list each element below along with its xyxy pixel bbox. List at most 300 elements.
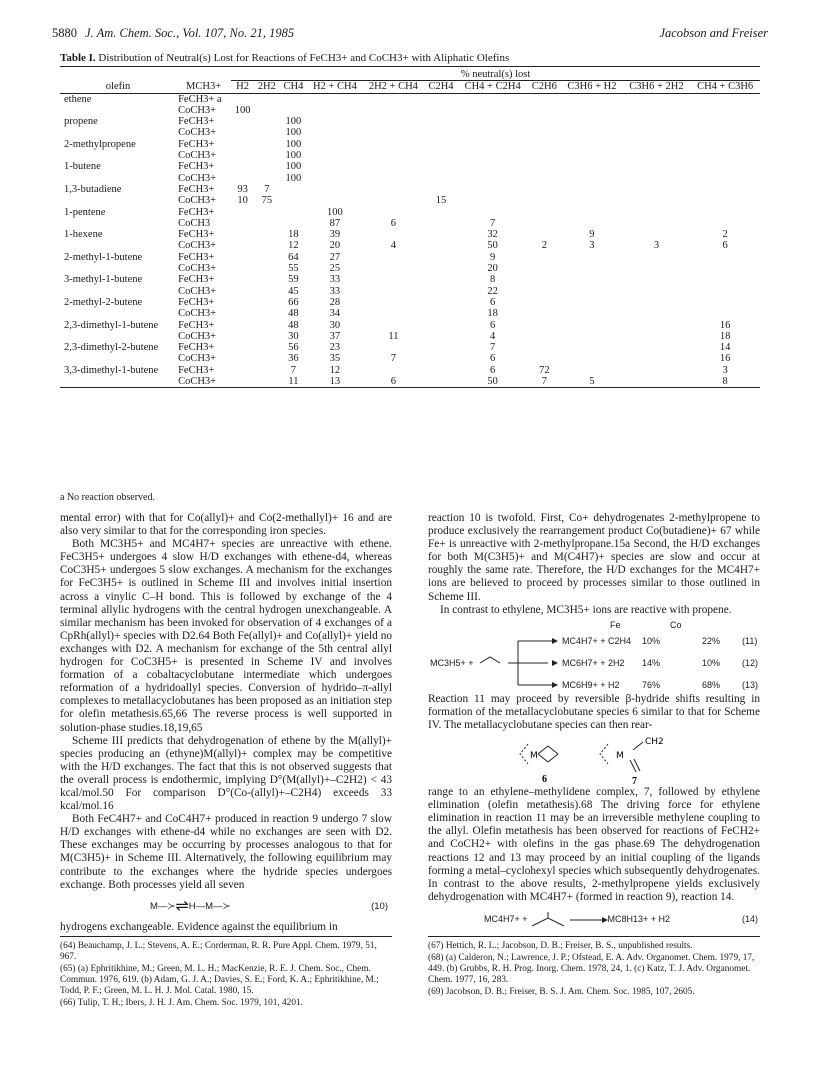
value-cell	[527, 263, 561, 274]
value-cell	[280, 105, 308, 116]
value-cell: 9	[490, 251, 496, 263]
table-row	[60, 353, 760, 364]
value-cell: 6	[722, 240, 728, 252]
value-cell: 27	[329, 251, 341, 263]
eq10-arrow: ⇌	[175, 897, 189, 915]
value-cell	[623, 376, 691, 388]
value-cell	[458, 116, 528, 127]
data-table	[60, 66, 760, 388]
value-cell: 100	[285, 138, 302, 150]
value-cell: 8	[490, 274, 496, 286]
value-cell	[231, 207, 254, 218]
value-cell	[623, 139, 691, 150]
value-cell	[231, 297, 254, 308]
olefin-cell: propene	[64, 116, 98, 128]
paragraph: Scheme III predicts that dehydrogenation of ethene by the M(allyl)+ species producing an (ethyne)M(allyl)+ complex may be competitive with the H/D exchanges. The fact that this is not observed suggests that the overall process is endothermic, implying D°(M(allyl)+–C2H2) < 43 kcal/mol.50 For comparison D°(Co-(allyl)+–C2H4) exceeds 33 kcal/mol.16	[60, 734, 392, 813]
value-cell	[424, 353, 458, 364]
value-cell: 100	[285, 150, 302, 162]
value-cell	[527, 195, 561, 206]
value-cell	[231, 353, 254, 364]
ion-cell: CoCH3+	[178, 330, 217, 342]
value-cell	[231, 218, 254, 229]
value-cell	[561, 320, 623, 331]
paragraph: Both FeC4H7+ and CoC4H7+ produced in reaction 9 undergo 7 slow H/D exchanges with ethene-d4 while no exchanges are seen with D2. These exchanges may be occurring by processes analogous to that for M(C3H5)+ in Scheme III. Alternatively, the following equilibrium may contribute to the exchanges where the hydride species undergoes exchange. Both processes yield all seven	[60, 813, 392, 891]
ion-cell: CoCH3+	[178, 195, 217, 207]
olefin-cell	[60, 286, 176, 297]
column-header: C3H6 + H2	[567, 81, 617, 93]
value-cell	[254, 297, 280, 308]
value-cell	[231, 116, 254, 127]
value-cell: 7	[264, 183, 270, 195]
propene-arrow-diagram	[478, 637, 558, 689]
value-cell	[363, 207, 425, 218]
value-cell	[527, 252, 561, 263]
fe-header: Fe	[610, 619, 621, 630]
value-cell	[254, 263, 280, 274]
value-cell	[561, 127, 623, 138]
value-cell	[363, 116, 425, 127]
value-cell	[690, 150, 760, 161]
value-cell	[623, 93, 691, 105]
value-cell	[527, 320, 561, 331]
value-cell	[424, 93, 458, 105]
value-cell	[623, 207, 691, 218]
value-cell	[307, 127, 362, 138]
table-row	[60, 286, 760, 297]
value-cell	[527, 184, 561, 195]
group-header: % neutral(s) lost	[231, 67, 760, 81]
value-cell	[231, 331, 254, 342]
value-cell	[424, 150, 458, 161]
olefin-cell: 1-hexene	[64, 229, 103, 241]
value-cell: 56	[288, 342, 299, 354]
value-cell: 20	[487, 263, 498, 275]
value-cell	[561, 116, 623, 127]
value-cell: 18	[719, 330, 731, 342]
value-cell	[254, 353, 280, 364]
value-cell: 100	[285, 172, 302, 184]
value-cell	[424, 252, 458, 263]
ion-cell: FeCH3+	[178, 319, 215, 331]
value-cell	[424, 161, 458, 172]
value-cell	[458, 150, 528, 161]
value-cell	[231, 173, 254, 184]
value-cell	[690, 252, 760, 263]
table-row	[60, 308, 760, 319]
value-cell: 7	[390, 353, 397, 365]
value-cell	[307, 173, 362, 184]
value-cell	[307, 150, 362, 161]
ion-cell: CoCH3+	[178, 240, 217, 252]
value-cell	[424, 184, 458, 195]
value-cell	[231, 320, 254, 331]
olefin-cell: 2-methylpropene	[64, 138, 136, 150]
value-cell	[527, 93, 561, 105]
table-row	[60, 195, 760, 206]
structure-6-label: 6	[542, 774, 547, 786]
value-cell	[280, 218, 308, 229]
value-cell	[527, 286, 561, 297]
value-cell	[690, 297, 760, 308]
running-header	[52, 26, 768, 42]
eq10-rhs: H—M—≻	[188, 900, 231, 912]
value-cell	[363, 195, 425, 206]
olefin-cell	[60, 195, 176, 206]
value-cell	[424, 320, 458, 331]
value-cell	[363, 173, 425, 184]
value-cell	[623, 150, 691, 161]
olefin-cell	[60, 331, 176, 342]
value-cell: 7	[490, 342, 496, 354]
table-title: Distribution of Neutral(s) Lost for Reactions of FeCH3+ and CoCH3+ with Aliphatic Olefins	[98, 52, 510, 64]
methylpropene-glyph	[528, 912, 568, 928]
value-cell	[458, 127, 528, 138]
value-cell: 48	[288, 319, 299, 331]
olefin-cell	[60, 240, 176, 251]
column-header: C3H6 + 2H2	[629, 81, 684, 93]
value-cell	[424, 116, 458, 127]
value-cell: 100	[327, 206, 343, 218]
value-cell	[623, 161, 691, 172]
value-cell: 16	[719, 319, 731, 331]
value-cell: 6	[490, 364, 496, 376]
column-header: olefin	[105, 81, 131, 93]
value-cell	[690, 308, 760, 319]
reaction-arrow	[568, 915, 608, 925]
value-cell	[424, 274, 458, 285]
value-cell	[254, 173, 280, 184]
eq10-lhs: M—≻	[150, 900, 176, 912]
value-cell	[363, 93, 425, 105]
value-cell	[527, 139, 561, 150]
value-cell	[424, 376, 458, 388]
value-cell: 75	[261, 195, 273, 207]
ion-cell: CoCH3+	[178, 172, 217, 184]
value-cell	[561, 207, 623, 218]
column-header: CH4 + C3H6	[697, 81, 754, 93]
ion-cell: FeCH3+	[178, 116, 215, 128]
scheme-11-13	[428, 619, 760, 689]
value-cell: 2	[541, 240, 547, 252]
table-row	[60, 297, 760, 308]
table-row	[60, 139, 760, 150]
value-cell: 3	[589, 240, 595, 252]
value-cell	[231, 229, 254, 240]
value-cell	[527, 207, 561, 218]
value-cell	[690, 195, 760, 206]
table-row	[60, 116, 760, 127]
value-cell: 59	[288, 274, 299, 286]
value-cell: 6	[490, 296, 496, 308]
ion-cell: CoCH3+	[178, 285, 217, 297]
value-cell	[231, 252, 254, 263]
value-cell	[424, 331, 458, 342]
column-header: CH4	[283, 81, 304, 93]
value-cell	[458, 195, 528, 206]
value-cell	[231, 376, 254, 388]
column-header: H2	[236, 81, 249, 93]
value-cell	[254, 376, 280, 388]
value-cell	[231, 263, 254, 274]
value-cell: 11	[388, 330, 399, 342]
value-cell	[363, 263, 425, 274]
olefin-cell	[60, 105, 176, 116]
value-cell	[254, 229, 280, 240]
value-cell	[623, 297, 691, 308]
ion-cell: CoCH3+	[178, 353, 217, 365]
olefin-cell: 3,3-dimethyl-1-butene	[64, 364, 159, 376]
value-cell	[363, 342, 425, 353]
value-cell: 3	[653, 240, 660, 252]
equation-14	[428, 912, 760, 928]
value-cell	[307, 105, 362, 116]
value-cell: 5	[589, 376, 595, 388]
value-cell: 12	[288, 240, 299, 252]
value-cell: 7	[490, 217, 496, 229]
ion-cell: FeCH3+	[178, 274, 215, 286]
references-right	[428, 936, 760, 999]
value-cell: 18	[487, 308, 498, 320]
olefin-cell	[60, 127, 176, 138]
table-label: Table I.	[60, 52, 96, 64]
ion-cell: CoCH3+	[178, 104, 217, 116]
value-cell	[254, 127, 280, 138]
olefin-cell	[60, 173, 176, 184]
table-row	[60, 342, 760, 353]
value-cell	[561, 263, 623, 274]
value-cell	[527, 229, 561, 240]
value-cell	[527, 331, 561, 342]
metallacycle-structures	[508, 732, 698, 786]
value-cell: 36	[288, 353, 299, 365]
column-header: 2H2 + CH4	[368, 81, 418, 93]
value-cell	[254, 274, 280, 285]
value-cell	[254, 93, 280, 105]
value-cell	[690, 93, 760, 105]
value-cell: 30	[329, 319, 341, 331]
olefin-cell: 1,3-butadiene	[64, 183, 122, 195]
paragraph: Both MC3H5+ and MC4H7+ species are unreactive with ethene. FeC3H5+ undergoes 4 slow H/D exchanges with ethene-d4, whereas CoC3H5+ undergoes 5 slow exchanges. A mechanism for the exchanges for FeC3H5+ is outlined in Scheme III and involves initial insertion across a vinylic C–H bond. This is followed by exchange of the 4 terminal allylic hydrogens with the central hydrogen unexchangeable. A similar mechanism has been invoked for observation of 4 exchanges of a CpRh(allyl)+ species with D2.64 Both Fe(allyl)+ and Co(allyl)+ yield no exchanges with D2. A mechanism for exchange of the 5th central allyl hydrogen for CoC3H5+ is presented in Scheme IV and involves formation of a cobaltacyclobutane intermediate which undergoes reformation of a hydridoallyl species. Conversion of hydrido–π-allyl complexes to metallacyclobutanes has been proposed as an initiation step for olefin metathesis.65,66 The reverse process is well supported in solution-phase studies.18,19,65	[60, 538, 392, 734]
olefin-cell: 2-methyl-1-butene	[64, 251, 143, 263]
paragraph: Reaction 11 may proceed by reversible β-hydride shifts resulting in formation of the metallacyclobutane species 6 similar to that for Scheme IV. The metallacyclobutane species can then rear-	[428, 692, 760, 731]
value-cell: 37	[329, 330, 341, 342]
column-header: C2H6	[531, 81, 557, 93]
ion-cell: CoCH3+	[178, 127, 217, 139]
value-cell	[363, 139, 425, 150]
value-cell: 4	[390, 240, 397, 252]
value-cell	[527, 173, 561, 184]
value-cell	[690, 207, 760, 218]
value-cell	[254, 365, 280, 376]
ion-cell: FeCH3+	[178, 364, 215, 376]
value-cell	[561, 331, 623, 342]
value-cell	[690, 263, 760, 274]
value-cell: 16	[719, 353, 731, 365]
value-cell	[363, 229, 425, 240]
value-cell	[254, 218, 280, 229]
value-cell: 18	[288, 229, 299, 241]
ion-cell: FeCH3+ a	[178, 93, 222, 105]
value-cell	[254, 105, 280, 116]
table-footnote: a No reaction observed.	[60, 492, 155, 503]
journal-citation: J. Am. Chem. Soc., Vol. 107, No. 21, 1985	[85, 26, 295, 40]
ch2-label: CH2	[645, 737, 664, 748]
value-cell	[363, 274, 425, 285]
value-cell	[363, 127, 425, 138]
paragraph: reaction 10 is twofold. First, Co+ dehydrogenates 2-methylpropene to produce exclusively the rearrangement product Co(butadiene)+ 67 while Fe+ is unreactive with 2-methylpropane.15a Second, the H/D exchanges for both M(C3H5)+ and M(C4H7)+ species are slow and occur at roughly the same rate. Therefore, the H/D exchanges for the MC4H7+ ions are believed to proceed by processes similar to those outlined in Scheme III.	[428, 512, 760, 603]
value-cell	[254, 139, 280, 150]
eq14-number: (14)	[741, 914, 758, 925]
right-column	[428, 512, 760, 936]
value-cell: 45	[288, 285, 299, 297]
value-cell	[363, 105, 425, 116]
value-cell	[623, 252, 691, 263]
value-cell	[424, 127, 458, 138]
value-cell: 100	[234, 104, 251, 116]
olefin-cell: 1-pentene	[64, 206, 106, 218]
co-header: Co	[670, 619, 682, 630]
value-cell	[527, 308, 561, 319]
ion-cell: FeCH3+	[178, 206, 215, 218]
value-cell	[527, 274, 561, 285]
value-cell: 8	[722, 376, 728, 388]
value-cell	[231, 240, 254, 251]
value-cell: 28	[329, 296, 341, 308]
value-cell	[561, 252, 623, 263]
value-cell	[363, 161, 425, 172]
table-row	[60, 105, 760, 116]
value-cell: 6	[490, 319, 496, 331]
olefin-cell: 2,3-dimethyl-2-butene	[64, 342, 159, 354]
value-cell: 32	[487, 229, 498, 241]
value-cell	[561, 286, 623, 297]
value-cell	[561, 161, 623, 172]
value-cell	[561, 173, 623, 184]
value-cell: 100	[285, 127, 302, 139]
olefin-cell	[60, 353, 176, 364]
value-cell: 48	[288, 308, 299, 320]
left-column	[60, 512, 392, 934]
value-cell: 14	[719, 342, 731, 354]
value-cell	[527, 105, 561, 116]
value-cell	[424, 229, 458, 240]
table-row	[60, 150, 760, 161]
paragraph: hydrogens exchangeable. Evidence against the equilibrium in	[60, 920, 338, 933]
value-cell: 33	[329, 285, 341, 297]
value-cell	[254, 320, 280, 331]
eq10-number: (10)	[371, 900, 388, 912]
value-cell	[231, 127, 254, 138]
value-cell	[307, 161, 362, 172]
value-cell	[363, 286, 425, 297]
table-caption	[60, 52, 760, 64]
scheme-row: MC6H9+ + H2 76% 68% (13)	[562, 679, 759, 690]
value-cell	[254, 207, 280, 218]
value-cell: 30	[288, 330, 299, 342]
value-cell: 33	[329, 274, 341, 286]
value-cell: 93	[237, 183, 248, 195]
value-cell	[458, 184, 528, 195]
value-cell	[623, 116, 691, 127]
value-cell	[231, 342, 254, 353]
value-cell: 87	[329, 217, 341, 229]
value-cell	[623, 184, 691, 195]
value-cell	[623, 342, 691, 353]
ion-cell: FeCH3+	[178, 183, 215, 195]
value-cell	[254, 161, 280, 172]
value-cell	[690, 184, 760, 195]
value-cell	[458, 105, 528, 116]
table-row	[60, 320, 760, 331]
value-cell	[363, 308, 425, 319]
value-cell	[458, 93, 528, 105]
value-cell	[561, 184, 623, 195]
value-cell	[424, 240, 458, 251]
value-cell: 72	[539, 364, 550, 376]
value-cell	[527, 116, 561, 127]
value-cell	[363, 297, 425, 308]
value-cell	[561, 150, 623, 161]
table-row	[60, 274, 760, 285]
reference: (69) Jacobson, D. B.; Freiser, B. S. J. Am. Chem. Soc. 1985, 107, 2605.	[428, 987, 695, 997]
value-cell	[458, 173, 528, 184]
value-cell: 6	[390, 376, 397, 388]
value-cell	[280, 184, 308, 195]
table-row	[60, 184, 760, 195]
value-cell	[561, 218, 623, 229]
value-cell	[623, 274, 691, 285]
table-row	[60, 365, 760, 376]
value-cell	[307, 116, 362, 127]
ion-cell: FeCH3+	[178, 138, 215, 150]
value-cell	[363, 365, 425, 376]
column-header: 2H2	[257, 81, 276, 93]
references-left	[60, 936, 392, 1010]
ion-cell: CoCH3+	[178, 376, 217, 388]
value-cell	[424, 139, 458, 150]
value-cell	[231, 93, 254, 105]
ion-cell: FeCH3+	[178, 229, 215, 241]
value-cell	[690, 274, 760, 285]
olefin-cell: 2,3-dimethyl-1-butene	[64, 319, 159, 331]
value-cell	[424, 365, 458, 376]
value-cell	[424, 263, 458, 274]
value-cell	[561, 297, 623, 308]
reference: (65) (a) Ephritikhine, M.; Green, M. L. H.; MacKenzie, R. E. J. Chem. Soc., Chem. Commun. 1976, 619. (b) Adam, G. J. A.; Davies, S. E.; Ford, K. A.; Ephritikhine, M.; Todd, P. F.; Green, M. L. H. J. Mol. Catal. 1980, 15.	[60, 964, 379, 996]
value-cell	[623, 229, 691, 240]
value-cell	[458, 139, 528, 150]
value-cell	[623, 218, 691, 229]
ion-cell: FeCH3+	[178, 342, 215, 354]
scheme-reactant: MC3H5+ +	[430, 657, 474, 668]
reference: (68) (a) Calderon, N.; Lawrence, J. P.; Ofstead, E. A. Adv. Organomet. Chem. 1979, 17, 449. (b) Grubbs, R. H. Prog. Inorg. Chem. 1978, 24, 1. (c) Katz, T. J. Adv. Organomet. Chem. 1977, 16, 283.	[428, 953, 755, 985]
value-cell	[561, 353, 623, 364]
value-cell	[561, 308, 623, 319]
value-cell	[254, 331, 280, 342]
ion-cell: CoCH3+	[178, 308, 217, 320]
value-cell: 4	[490, 330, 496, 342]
value-cell: 66	[288, 296, 299, 308]
svg-text:M: M	[616, 751, 624, 762]
value-cell: 64	[288, 251, 299, 263]
value-cell	[623, 286, 691, 297]
value-cell	[690, 286, 760, 297]
olefin-cell: 3-methyl-1-butene	[64, 274, 143, 286]
value-cell	[254, 150, 280, 161]
value-cell	[690, 173, 760, 184]
olefin-cell	[60, 150, 176, 161]
table-row	[60, 161, 760, 172]
